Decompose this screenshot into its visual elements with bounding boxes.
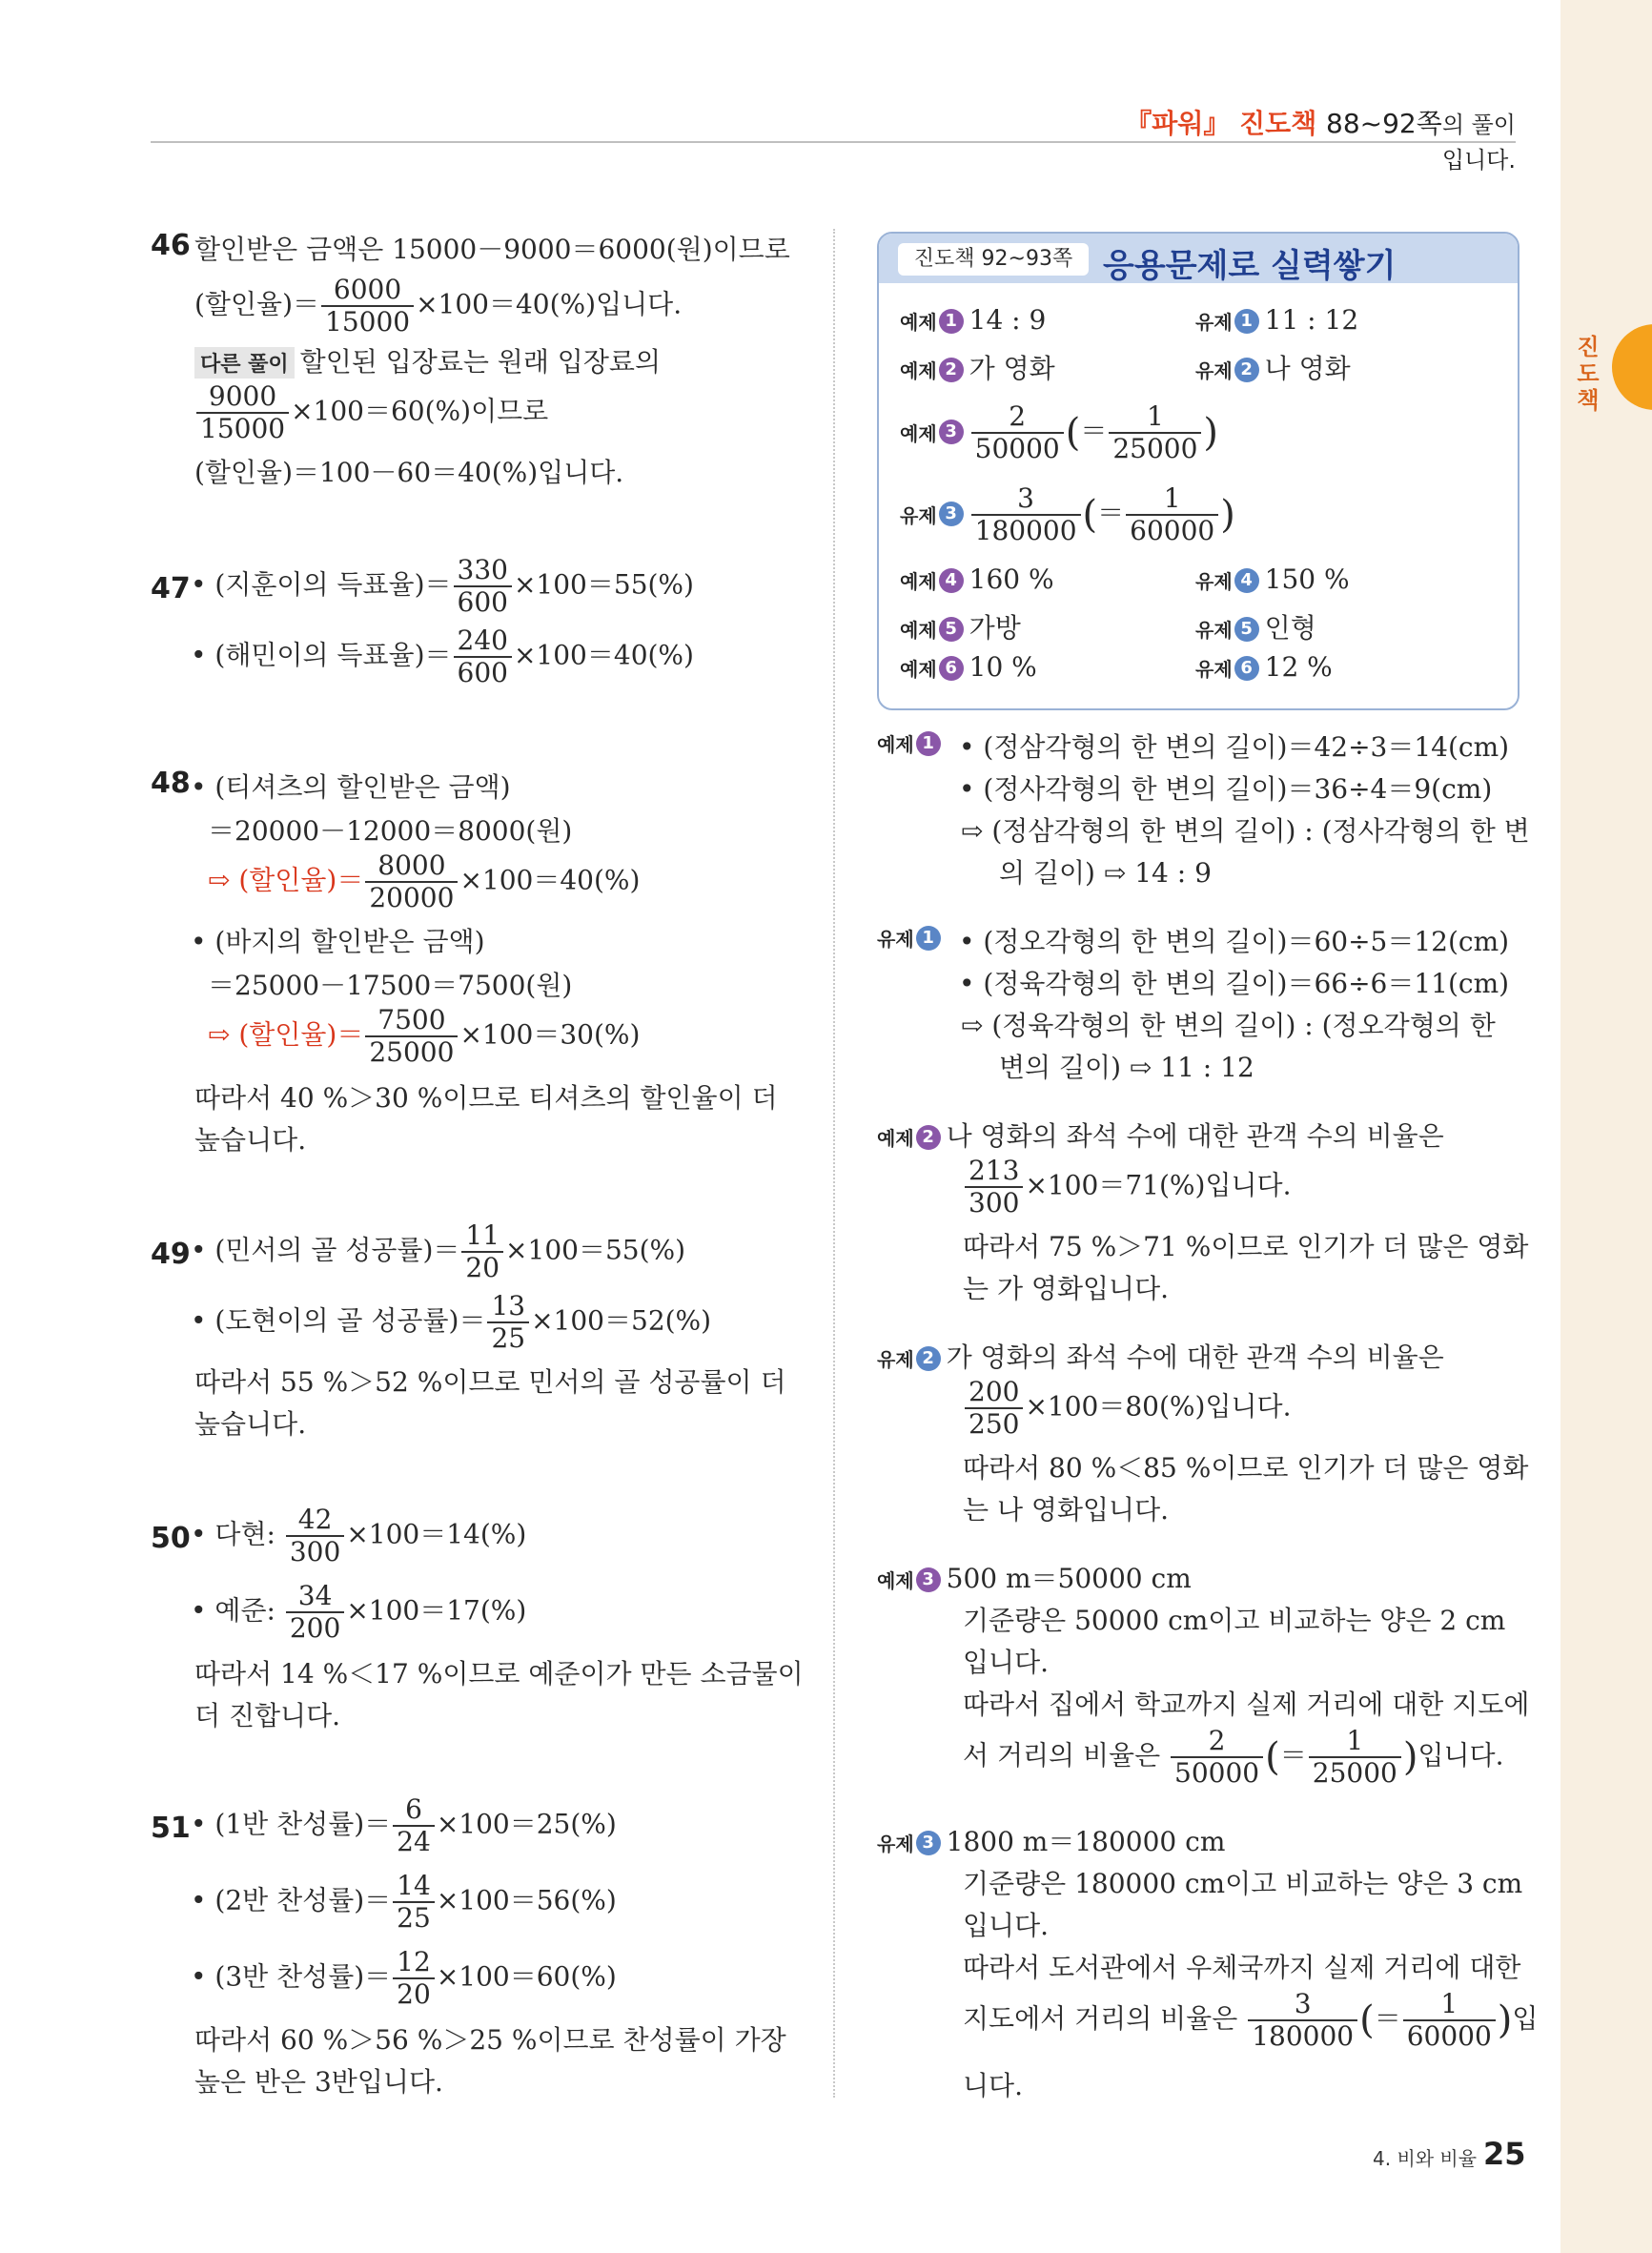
p47-a-rhs: ×100＝55(%) (513, 568, 694, 601)
denominator: 300 (969, 1187, 1020, 1219)
p51-c-fraction (393, 1947, 435, 2010)
denominator: 25000 (1312, 1757, 1397, 1789)
problem-50-number: 50 (151, 1522, 191, 1555)
p47-line1 (191, 555, 694, 618)
badge-circle: 1 (1234, 309, 1259, 334)
numerator: 1 (1403, 1989, 1496, 2021)
p51-line2 (191, 1871, 617, 1934)
badge-label: 예제 (900, 311, 937, 334)
badge-label: 예제 (900, 570, 937, 593)
box-answer: 12 % (1264, 651, 1333, 683)
badge-label: 유제 (1195, 619, 1233, 642)
badge-circle: 6 (939, 656, 964, 681)
p51-a-rhs: ×100＝25(%) (436, 1808, 617, 1840)
fraction (1309, 1726, 1401, 1789)
paren: ( (1265, 1735, 1280, 1779)
fraction (1248, 1989, 1357, 2052)
paren: ( (1359, 1998, 1375, 2042)
practice-badge-2 (1195, 356, 1259, 383)
problem-49-number: 49 (151, 1238, 191, 1271)
box-row-1b (1195, 304, 1358, 336)
badge-label: 예제 (877, 1127, 914, 1150)
badge-label: 유제 (877, 928, 914, 951)
ex1-line2: • (정사각형의 한 변의 길이)＝36÷4＝9(cm) (959, 773, 1493, 805)
numerator: 6 (393, 1794, 435, 1827)
numerator: 12 (393, 1947, 435, 1979)
denominator: 60000 (1130, 515, 1215, 546)
badge-circle: 2 (916, 1346, 941, 1371)
fraction (1126, 483, 1218, 546)
numerator: 2 (971, 401, 1064, 434)
pr2-line1 (877, 1337, 1444, 1375)
p48-line3 (208, 850, 640, 913)
p50-a-fraction (286, 1505, 344, 1567)
pr3-line2: 기준량은 180000 cm이고 비교하는 양은 3 cm (963, 1868, 1523, 1899)
p47-a-text: • (지훈이의 득표율)＝ (191, 568, 452, 601)
ex3-end: 입니다. (1417, 1739, 1504, 1772)
box-answer: 10 % (969, 651, 1037, 683)
denominator: 20 (465, 1252, 500, 1283)
pr1-line4: 변의 길이) ⇨ 11 : 12 (999, 1052, 1254, 1083)
denominator: 60000 (1406, 2020, 1492, 2052)
box-row-6b (1195, 607, 1316, 645)
box-answer: 150 % (1264, 563, 1350, 595)
numerator: 6000 (321, 275, 414, 307)
ex2-line1 (877, 1116, 1444, 1154)
ex2-line3: 따라서 75 %＞71 %이므로 인기가 더 많은 영화 (963, 1231, 1529, 1262)
p48-line6 (208, 1005, 640, 1068)
footer-chapter: 4. 비와 비율 (1373, 2147, 1478, 2170)
numerator: 3 (971, 483, 1081, 516)
numerator: 11 (461, 1220, 503, 1253)
p51-a-fraction (393, 1794, 435, 1857)
badge-label: 유제 (1195, 658, 1233, 681)
p48-line5: ＝25000－17500＝7500(원) (208, 970, 573, 1001)
p49-line2 (191, 1291, 711, 1354)
numerator: 330 (454, 555, 512, 587)
p47-line2 (191, 625, 694, 688)
answer-summary-box (877, 232, 1519, 710)
p46-alt-line (194, 341, 661, 379)
p49-line3: 따라서 55 %＞52 %이므로 민서의 골 성공률이 더 (194, 1366, 786, 1398)
box-page-ref: 진도책 92~93쪽 (898, 243, 1089, 276)
p50-line1 (191, 1505, 526, 1567)
box-row-5a (900, 563, 1054, 595)
header-rule (151, 141, 1516, 143)
ex1-line3: ⇨ (정삼각형의 한 변의 길이) : (정사각형의 한 변 (961, 815, 1530, 847)
column-divider (833, 229, 835, 2098)
practice-badge-1 (877, 924, 941, 952)
ex2-text: 나 영화의 좌석 수에 대한 관객 수의 비율은 (946, 1120, 1444, 1152)
box-row-5b (1195, 563, 1350, 595)
p46-line2 (194, 275, 682, 338)
box-row-7a (900, 651, 1037, 683)
denominator: 300 (289, 1536, 341, 1567)
p51-c-rhs: ×100＝60(%) (436, 1960, 617, 1993)
numerator: 13 (487, 1291, 529, 1323)
denominator: 180000 (974, 515, 1077, 546)
p50-b-rhs: ×100＝17(%) (346, 1594, 527, 1627)
denominator: 20 (397, 1978, 431, 2010)
page-number: 25 (1483, 2136, 1526, 2172)
p48-rhs1: ×100＝40(%) (459, 864, 641, 896)
badge-label: 예제 (877, 1569, 914, 1592)
box-answer: 14 : 9 (969, 304, 1047, 336)
practice-badge-1 (1195, 307, 1259, 335)
ex3-text5: 서 거리의 비율은 (963, 1739, 1170, 1772)
p50-line4: 더 진합니다. (194, 1700, 341, 1731)
p51-a-text: • (1반 찬성률)＝ (191, 1808, 392, 1840)
badge-label: 예제 (900, 359, 937, 382)
ex3-line2: 기준량은 50000 cm이고 비교하는 양은 2 cm (963, 1605, 1506, 1636)
pr3-line5: 지도에서 거리의 비율은 $\frac{3}{180000}$ (＝ $\frac{1}{60000}$ )입 (963, 1988, 1539, 2052)
paren: ) (1220, 493, 1235, 537)
pr1-badge-line (877, 921, 947, 952)
p47-a-fraction (454, 555, 512, 618)
denominator: 15000 (325, 306, 411, 338)
ex3-line4: 따라서 집에서 학교까지 실제 거리에 대한 지도에 (963, 1689, 1530, 1720)
p46-line5: (할인율)＝100－60＝40(%)입니다. (194, 457, 624, 488)
p51-line3 (191, 1947, 617, 2010)
p50-a-rhs: ×100＝14(%) (346, 1518, 527, 1550)
denominator: 15000 (200, 413, 286, 444)
p47-b-text: • (해민이의 득표율)＝ (191, 639, 452, 671)
box-row-4: 유제 3 $\frac{3}{180000}$ (＝ $\frac{1}{60000}$ ) (900, 482, 1235, 546)
paren: ( (1082, 493, 1098, 537)
example-badge-6 (900, 654, 964, 682)
example-badge-1 (900, 307, 964, 335)
ex1-badge-line (877, 727, 947, 758)
box-answer: 나 영화 (1264, 353, 1351, 384)
numerator: 2 (1171, 1726, 1263, 1758)
denominator: 600 (457, 586, 508, 618)
p46-alt-text: 할인된 입장료는 원래 입장료의 (299, 346, 661, 378)
p46-lhs: (할인율)＝ (194, 288, 319, 320)
badge-circle: 2 (916, 1125, 941, 1150)
practice-badge-3 (900, 501, 964, 528)
example-badge-5 (900, 615, 964, 643)
p51-c-text: • (3반 찬성률)＝ (191, 1960, 392, 1993)
p51-b-rhs: ×100＝56(%) (436, 1884, 617, 1916)
box-title: 응용문제로 실력쌓기 (1103, 247, 1397, 285)
badge-circle: 2 (1234, 358, 1259, 382)
example-badge-2 (900, 356, 964, 383)
numerator: 7500 (365, 1005, 458, 1037)
numerator: 8000 (365, 850, 458, 883)
badge-circle: 3 (916, 1567, 941, 1592)
p47-b-fraction (454, 625, 512, 688)
header-suffix: 의 풀이입니다. (1441, 112, 1516, 174)
box-row-1a (900, 304, 1046, 336)
badge-label: 유제 (1195, 570, 1233, 593)
p46-fraction (321, 275, 414, 338)
box-answer: 가방 (969, 612, 1021, 644)
badge-circle: 3 (916, 1831, 941, 1855)
paren: ) (1402, 1735, 1418, 1779)
box-row-3: 예제 3 $\frac{2}{50000}$ (＝ $\frac{1}{25000}$ ) (900, 400, 1219, 464)
numerator: 9000 (196, 381, 289, 414)
page-header (1125, 103, 1516, 174)
badge-label: 유제 (877, 1348, 914, 1371)
pr1-line2: • (정육각형의 한 변의 길이)＝66÷6＝11(cm) (959, 968, 1510, 999)
numerator: 200 (965, 1377, 1023, 1409)
pr3-line1 (877, 1821, 1225, 1859)
badge-circle: 6 (1234, 656, 1259, 681)
ex3-text: 500 m＝50000 cm (946, 1563, 1192, 1594)
ex1-line4: 의 길이) ⇨ 14 : 9 (999, 857, 1212, 889)
badge-label: 예제 (900, 658, 937, 681)
p51-b-fraction (393, 1871, 435, 1934)
p48-fraction1 (365, 850, 458, 913)
p48-line4: • (바지의 할인받은 금액) (191, 926, 485, 957)
numerator: 1 (1126, 483, 1218, 516)
badge-circle: 1 (939, 309, 964, 334)
pr3-line6: 니다. (963, 2070, 1023, 2101)
badge-circle: 4 (939, 568, 964, 593)
p48-line2: ＝20000－12000＝8000(원) (208, 815, 573, 847)
pr3-line3: 입니다. (963, 1910, 1050, 1941)
p50-a-text: • 다현: (191, 1518, 284, 1550)
practice-badge-2 (877, 1344, 941, 1372)
practice-badge-4 (1195, 566, 1259, 594)
book-title: 『파워』 (1125, 108, 1231, 139)
box-row-2b (1195, 348, 1351, 386)
problem-47-number: 47 (151, 572, 191, 605)
ex3-line3: 입니다. (963, 1647, 1050, 1678)
numerator: 1 (1109, 401, 1201, 434)
alt-solution-tag: 다른 풀이 (194, 347, 295, 379)
p49-a-text: • (민서의 골 성공률)＝ (191, 1234, 460, 1266)
denominator: 25 (491, 1322, 526, 1354)
example-badge-3 (877, 1566, 941, 1593)
pr2-line2 (963, 1377, 1291, 1440)
ex2-line4: 는 가 영화입니다. (963, 1273, 1170, 1304)
page-range: 88~92쪽 (1326, 108, 1442, 139)
side-tab-marker (1612, 324, 1652, 410)
p50-b-fraction (286, 1581, 344, 1644)
badge-label: 예제 (900, 619, 937, 642)
numerator: 240 (454, 625, 512, 658)
p50-line2 (191, 1581, 526, 1644)
p51-line5: 높은 반은 3반입니다. (194, 2066, 443, 2098)
ex1-line1: • (정삼각형의 한 변의 길이)＝42÷3＝14(cm) (959, 731, 1510, 763)
book-part: 진도책 (1230, 108, 1327, 139)
p49-a-fraction (461, 1220, 503, 1283)
p46-rhs: ×100＝40(%)입니다. (416, 288, 683, 320)
fraction (965, 1377, 1023, 1440)
p49-line4: 높습니다. (194, 1408, 307, 1440)
problem-48-number: 48 (151, 767, 191, 800)
p50-line3: 따라서 14 %＜17 %이므로 예준이가 만든 소금물이 (194, 1658, 804, 1690)
denominator: 200 (289, 1612, 341, 1644)
denominator: 25000 (369, 1036, 455, 1068)
p48-line7: 따라서 40 %＞30 %이므로 티셔츠의 할인율이 더 (194, 1082, 778, 1114)
p49-a-rhs: ×100＝55(%) (505, 1234, 686, 1266)
badge-label: 예제 (877, 733, 914, 756)
denominator: 24 (397, 1826, 431, 1857)
p46-line1: 할인받은 금액은 15000－9000＝6000(원)이므로 (194, 234, 790, 265)
badge-label: 예제 (900, 421, 937, 445)
side-tab-label: 진도책 (1577, 334, 1600, 414)
badge-circle: 5 (1234, 617, 1259, 642)
paren: ) (1497, 1998, 1513, 2042)
badge-label: 유제 (877, 1833, 914, 1855)
pr3-line4: 따라서 도서관에서 우체국까지 실제 거리에 대한 (963, 1952, 1521, 1983)
denominator: 250 (969, 1408, 1020, 1440)
pr2-rhs: ×100＝80(%)입니다. (1025, 1390, 1292, 1423)
p48-arrow-text: ⇨ (할인율)＝ (208, 864, 364, 896)
box-row-7b (1195, 651, 1333, 683)
example-badge-4 (900, 566, 964, 594)
numerator: 3 (1248, 1989, 1357, 2021)
denominator: 25 (397, 1902, 431, 1934)
ex2-rhs: ×100＝71(%)입니다. (1025, 1169, 1292, 1201)
p48-arrow-text2: ⇨ (할인율)＝ (208, 1018, 364, 1051)
numerator: 1 (1309, 1726, 1401, 1758)
denominator: 180000 (1252, 2020, 1355, 2052)
fraction (971, 401, 1064, 464)
badge-circle: 4 (1234, 568, 1259, 593)
box-answer: 160 % (969, 563, 1054, 595)
problem-46-number: 46 (151, 229, 191, 262)
numerator: 14 (393, 1871, 435, 1903)
box-answer: 11 : 12 (1264, 304, 1359, 336)
p48-line1: • (티셔츠의 할인받은 금액) (191, 771, 511, 803)
box-answer: 인형 (1264, 612, 1316, 644)
fraction (1171, 1726, 1263, 1789)
box-row-6a (900, 607, 1021, 645)
badge-label: 유제 (900, 503, 937, 527)
pr3-text5: 지도에서 거리의 비율은 (963, 2002, 1247, 2035)
p49-b-fraction (487, 1291, 529, 1354)
pr3-text: 1800 m＝180000 cm (946, 1826, 1226, 1857)
pr1-line3: ⇨ (정육각형의 한 변의 길이) : (정오각형의 한 (961, 1010, 1496, 1041)
p48-fraction2 (365, 1005, 458, 1068)
p48-rhs2: ×100＝30(%) (459, 1018, 641, 1051)
badge-circle: 1 (916, 926, 941, 951)
fraction (1403, 1989, 1496, 2052)
p50-b-text: • 예준: (191, 1594, 284, 1627)
p51-line1 (191, 1794, 617, 1857)
numerator: 42 (286, 1505, 344, 1537)
practice-badge-5 (1195, 615, 1259, 643)
problem-51-number: 51 (151, 1812, 191, 1845)
ex3-line1 (877, 1558, 1192, 1596)
p48-line8: 높습니다. (194, 1124, 307, 1156)
badge-circle: 1 (916, 731, 941, 756)
paren: ( (1065, 411, 1081, 455)
p46-fraction2 (196, 381, 289, 444)
p51-line4: 따라서 60 %＞56 %＞25 %이므로 찬성률이 가장 (194, 2024, 786, 2056)
fraction (965, 1156, 1023, 1219)
numerator: 34 (286, 1581, 344, 1613)
pr1-line1: • (정오각형의 한 변의 길이)＝60÷5＝12(cm) (959, 926, 1510, 957)
p49-line1 (191, 1220, 685, 1283)
pr2-line4: 는 나 영화입니다. (963, 1494, 1170, 1526)
p51-b-text: • (2반 찬성률)＝ (191, 1884, 392, 1916)
badge-circle: 3 (939, 420, 964, 444)
denominator: 600 (457, 657, 508, 688)
example-badge-1 (877, 729, 941, 757)
denominator: 50000 (1174, 1757, 1260, 1789)
badge-circle: 2 (939, 358, 964, 382)
p49-b-rhs: ×100＝52(%) (531, 1304, 712, 1337)
box-row-2a (900, 348, 1055, 386)
ex3-line5: 서 거리의 비율은 $\frac{2}{50000}$ (＝ $\frac{1}{25000}$ )입니다. (963, 1725, 1504, 1789)
denominator: 25000 (1112, 433, 1198, 464)
p46-line4-text: ×100＝60(%)이므로 (291, 395, 549, 427)
pr3-end: 입 (1512, 2002, 1539, 2035)
badge-circle: 3 (939, 502, 964, 526)
p49-b-text: • (도현이의 골 성공률)＝ (191, 1304, 486, 1337)
numerator: 213 (965, 1156, 1023, 1188)
badge-label: 유제 (1195, 359, 1233, 382)
practice-badge-6 (1195, 654, 1259, 682)
pr2-line3: 따라서 80 %＜85 %이므로 인기가 더 많은 영화 (963, 1452, 1529, 1484)
p47-b-rhs: ×100＝40(%) (513, 639, 694, 671)
badge-label: 유제 (1195, 311, 1233, 334)
box-answer: 가 영화 (969, 353, 1055, 384)
example-badge-3 (900, 419, 964, 446)
practice-badge-3 (877, 1829, 941, 1856)
ex2-line2 (963, 1156, 1291, 1219)
fraction (971, 483, 1081, 546)
p46-line4 (194, 381, 548, 444)
fraction (1109, 401, 1201, 464)
badge-circle: 5 (939, 617, 964, 642)
pr2-text: 가 영화의 좌석 수에 대한 관객 수의 비율은 (946, 1342, 1444, 1373)
paren: ) (1203, 411, 1219, 455)
example-badge-2 (877, 1123, 941, 1151)
denominator: 50000 (974, 433, 1060, 464)
denominator: 20000 (369, 882, 455, 913)
